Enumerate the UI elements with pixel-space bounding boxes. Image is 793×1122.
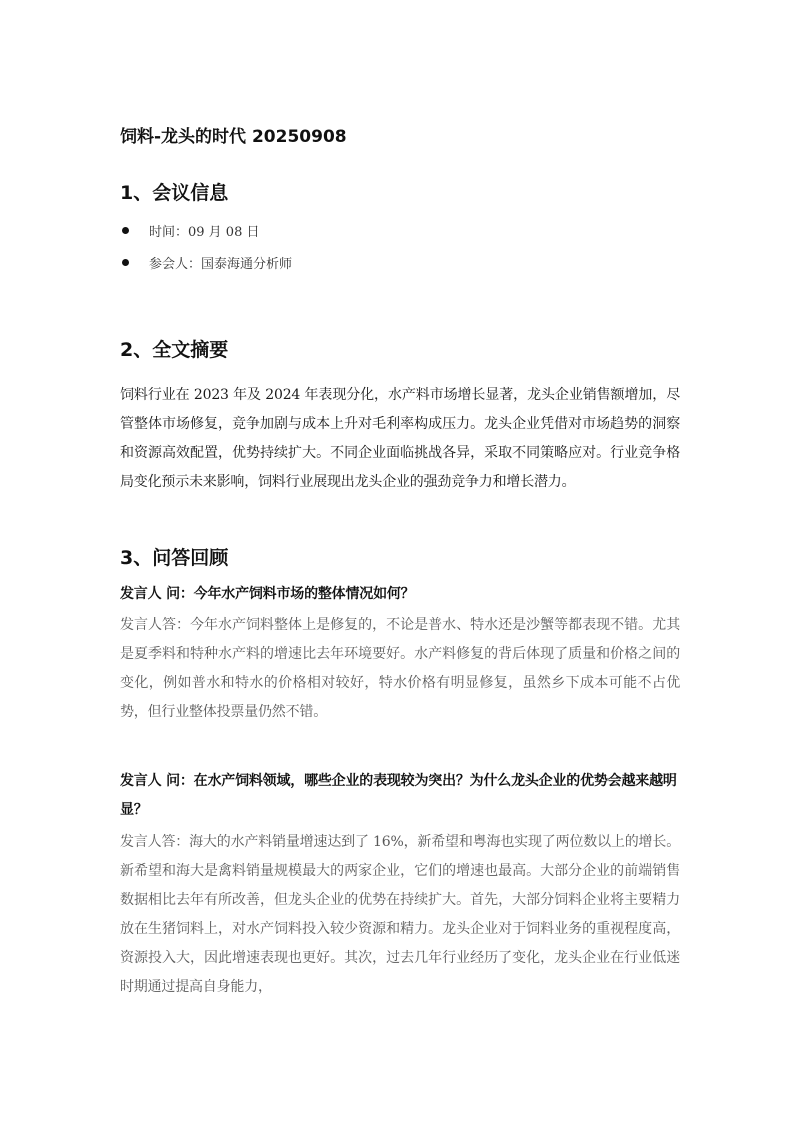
meeting-time-text: 时间：09 月 08 日 bbox=[149, 224, 260, 240]
document-title: 饲料-龙头的时代 20250908 bbox=[120, 127, 347, 147]
summary-paragraph: 饲料行业在 2023 年及 2024 年表现分化，水产料市场增长显著，龙头企业销售额增加，尽管整体市场修复，竞争加剧与成本上升对毛利率构成压力。龙头企业凭借对市场趋势的洞察和资源高效配置，优势持续扩大。不同企业面临挑战各异，采取不同策略应对。行业竞争格局变化预示未来影响，饲料行业展现出龙头企业的强劲竞争力和增长潜力。 bbox=[120, 387, 680, 490]
qa-answer-2: 发言人答：海大的水产料销量增速达到了 16%，新希望和粤海也实现了两位数以上的增长。新希望和海大是禽料销量规模最大的两家企业，它们的增速也最高。大部分企业的前端销售数据相比去年有所改善，但龙头企业的优势在持续扩大。首先，大部分饲料企业将主要精力放在生猪饲料上，对水产饲料投入较少资源和精力。龙头企业对于饲料业务的重视程度高，资源投入大，因此增速表现也更好。其次，过去几年行业经历了变化，龙头企业在行业低迷时期通过提高自身能力， bbox=[120, 834, 680, 995]
qa-answer-1: 发言人答：今年水产饲料整体上是修复的，不论是普水、特水还是沙蟹等都表现不错。尤其是夏季料和特种水产料的增速比去年环境要好。水产料修复的背后体现了质量和价格之间的变化，例如普水和特水的价格相对较好，特水价格有明显修复，虽然乡下成本可能不占优势，但行业整体投票量仍然不错。 bbox=[120, 617, 680, 720]
meeting-attendees-text: 参会人：国泰海通分析师 bbox=[149, 256, 293, 272]
meeting-info-item-time bbox=[120, 220, 259, 240]
section-heading-qa: 3、问答回顾 bbox=[120, 547, 229, 569]
meeting-info-item-attendees bbox=[120, 252, 292, 272]
qa-question-2: 发言人 问：在水产饲料领域，哪些企业的表现较为突出？为什么龙头企业的优势会越来越明显？ bbox=[120, 773, 677, 818]
section-heading-meeting-info: 1、会议信息 bbox=[120, 182, 229, 204]
qa-question-1: 发言人 问：今年水产饲料市场的整体情况如何？ bbox=[120, 586, 415, 602]
bullet-icon bbox=[122, 259, 129, 266]
section-heading-summary: 2、全文摘要 bbox=[120, 339, 229, 361]
bullet-icon bbox=[122, 227, 129, 234]
